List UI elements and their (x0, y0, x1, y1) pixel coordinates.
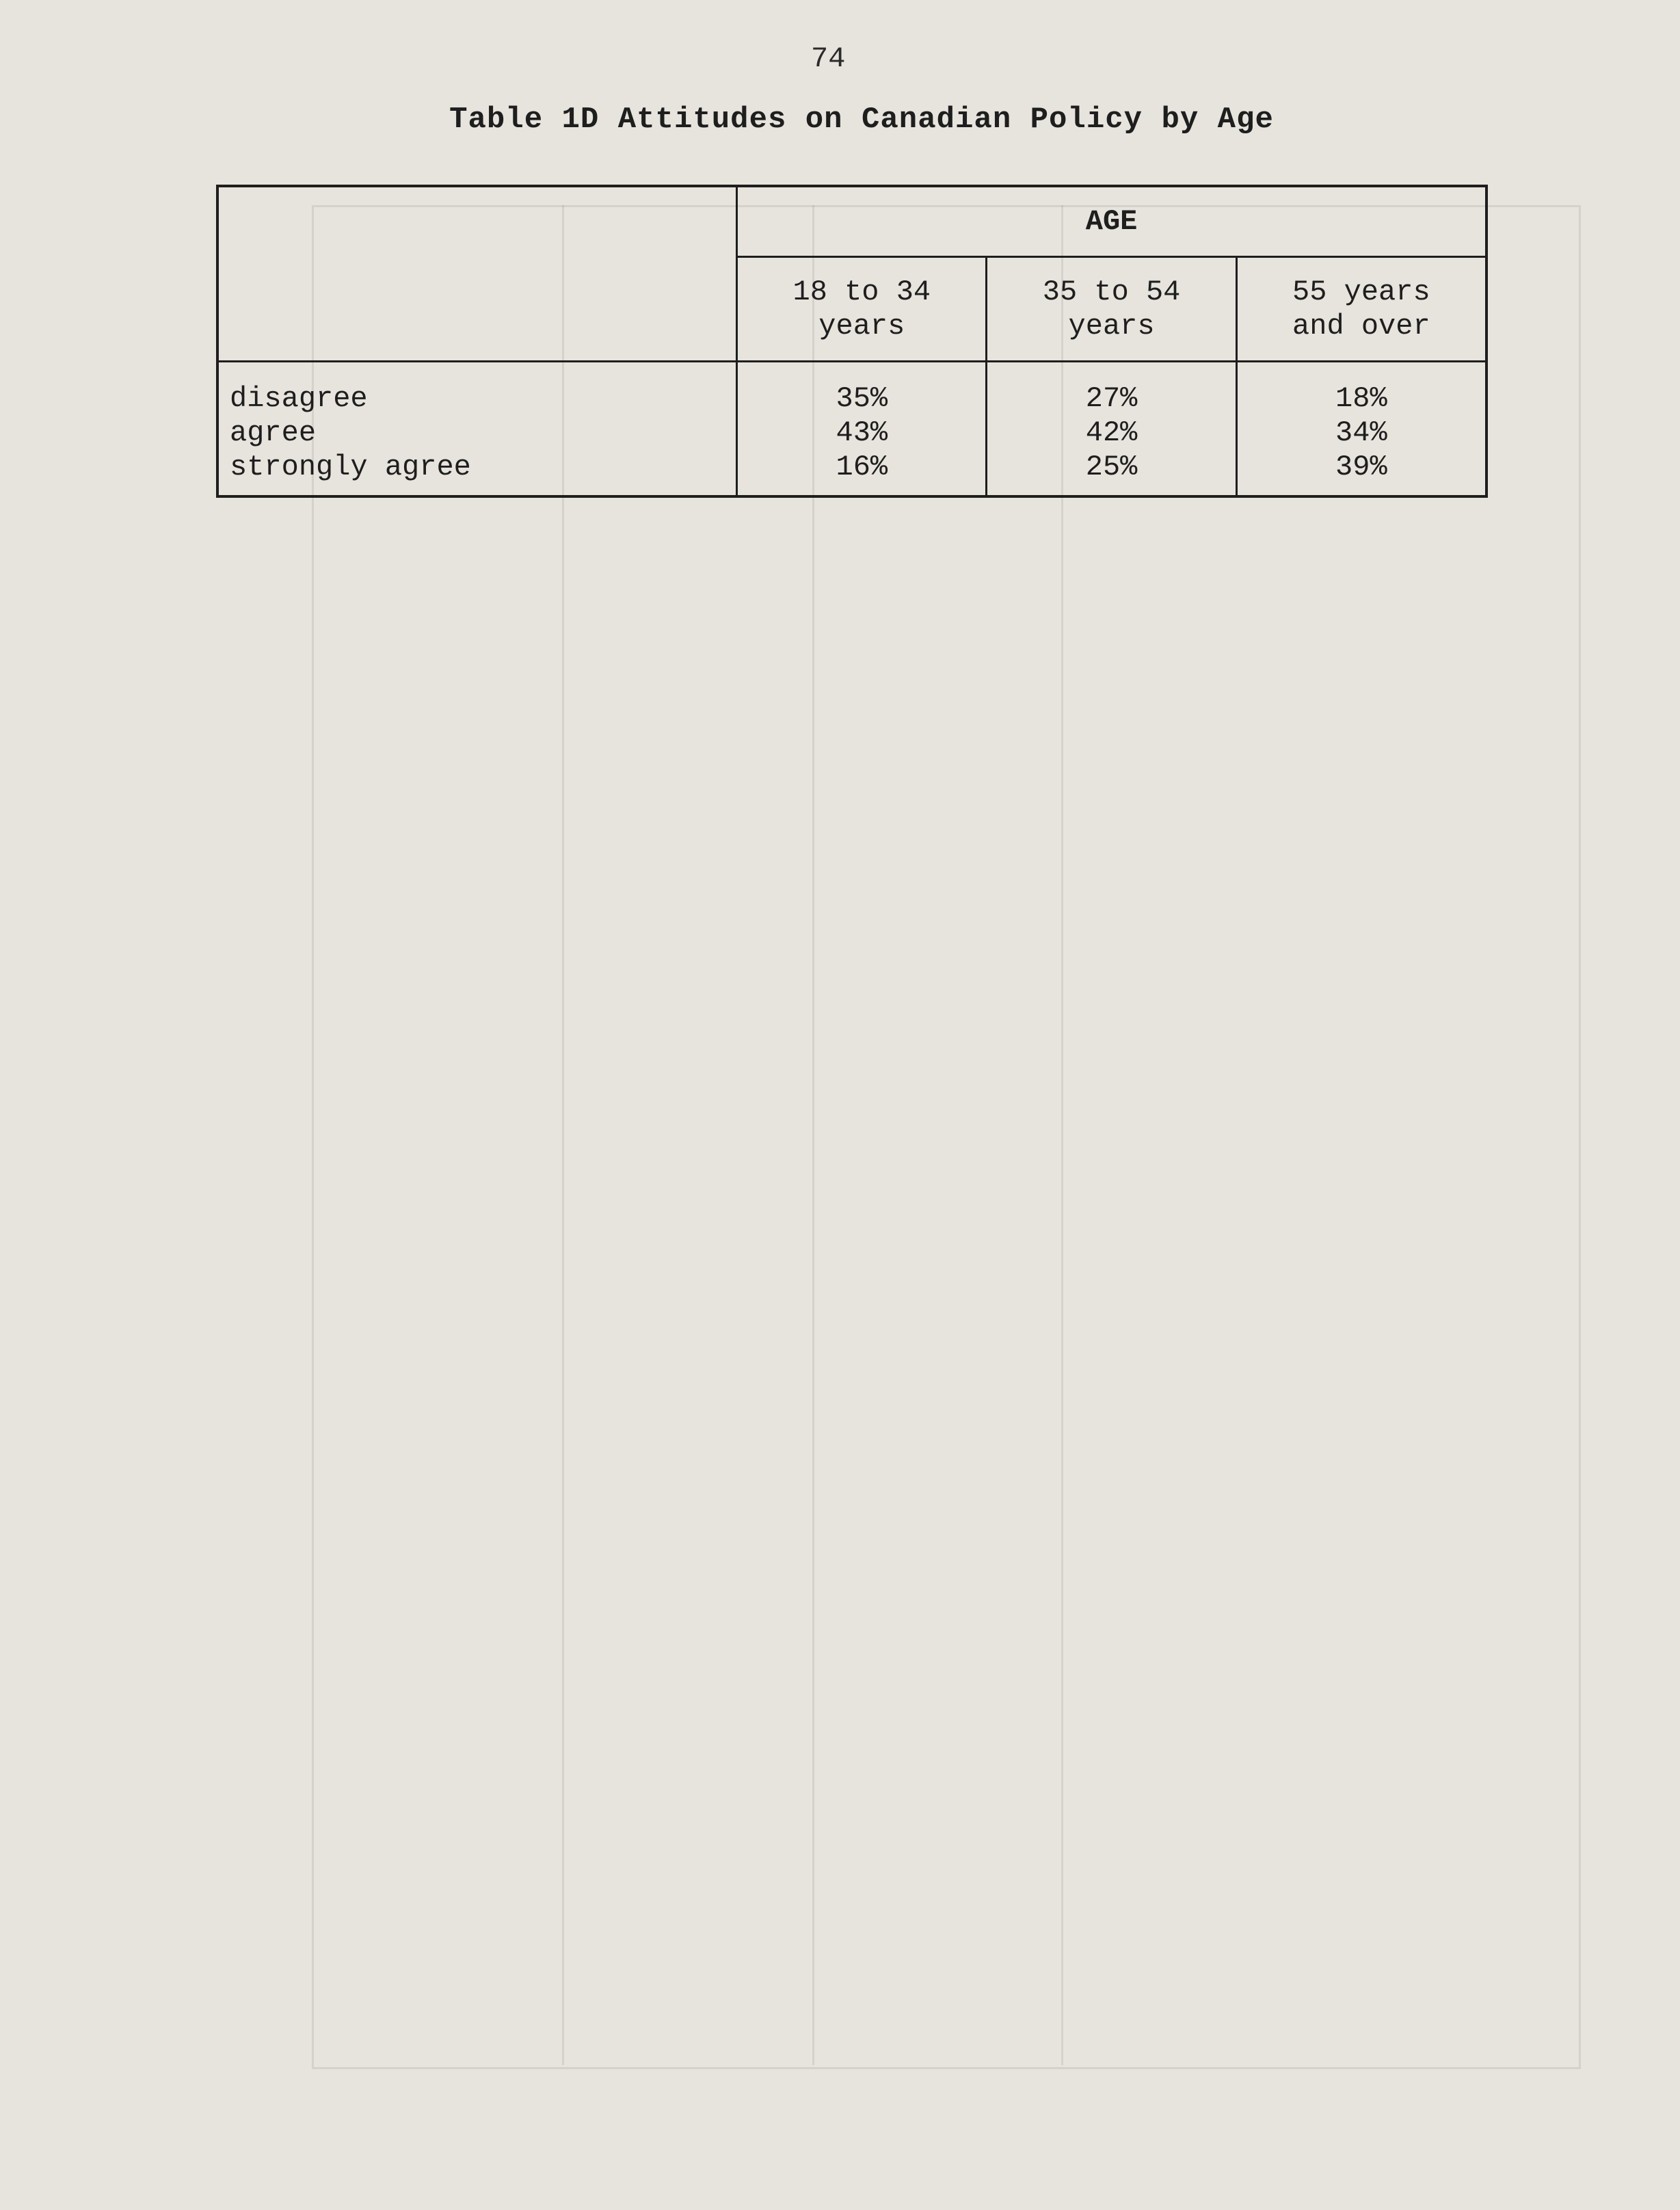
values-55-over (1236, 362, 1486, 497)
value-disagree: 18% (1335, 382, 1387, 415)
value-disagree: 27% (1085, 382, 1138, 415)
age-group-header: AGE (737, 186, 1486, 257)
column-header-35-54 (987, 257, 1236, 362)
header-row-group (217, 186, 1486, 257)
column-header-18-34 (737, 257, 987, 362)
value-strongly-agree: 25% (1085, 451, 1138, 483)
column-header-55-over (1236, 257, 1486, 362)
data-row (217, 362, 1486, 497)
values-35-54 (987, 362, 1236, 497)
empty-corner-cell (217, 186, 737, 362)
row-label-agree: agree (230, 416, 317, 449)
value-agree: 42% (1085, 416, 1138, 449)
value-agree: 43% (836, 416, 888, 449)
column-header-line2: years (818, 310, 905, 343)
page-number: 74 (811, 42, 846, 75)
column-header-line2: and over (1292, 310, 1430, 343)
value-strongly-agree: 39% (1335, 451, 1387, 483)
value-disagree: 35% (836, 382, 888, 415)
table-title: Table 1D Attitudes on Canadian Policy by Age (449, 103, 1274, 137)
value-strongly-agree: 16% (836, 451, 888, 483)
column-header-line1: 18 to 34 (792, 276, 931, 308)
column-header-line1: 55 years (1292, 276, 1430, 308)
row-labels-cell (217, 362, 737, 497)
attitudes-by-age-table (216, 185, 1488, 498)
row-label-disagree: disagree (230, 382, 368, 415)
column-header-line1: 35 to 54 (1042, 276, 1181, 308)
column-header-line2: years (1068, 310, 1155, 343)
value-agree: 34% (1335, 416, 1387, 449)
row-label-strongly-agree: strongly agree (230, 451, 471, 483)
values-18-34 (737, 362, 987, 497)
